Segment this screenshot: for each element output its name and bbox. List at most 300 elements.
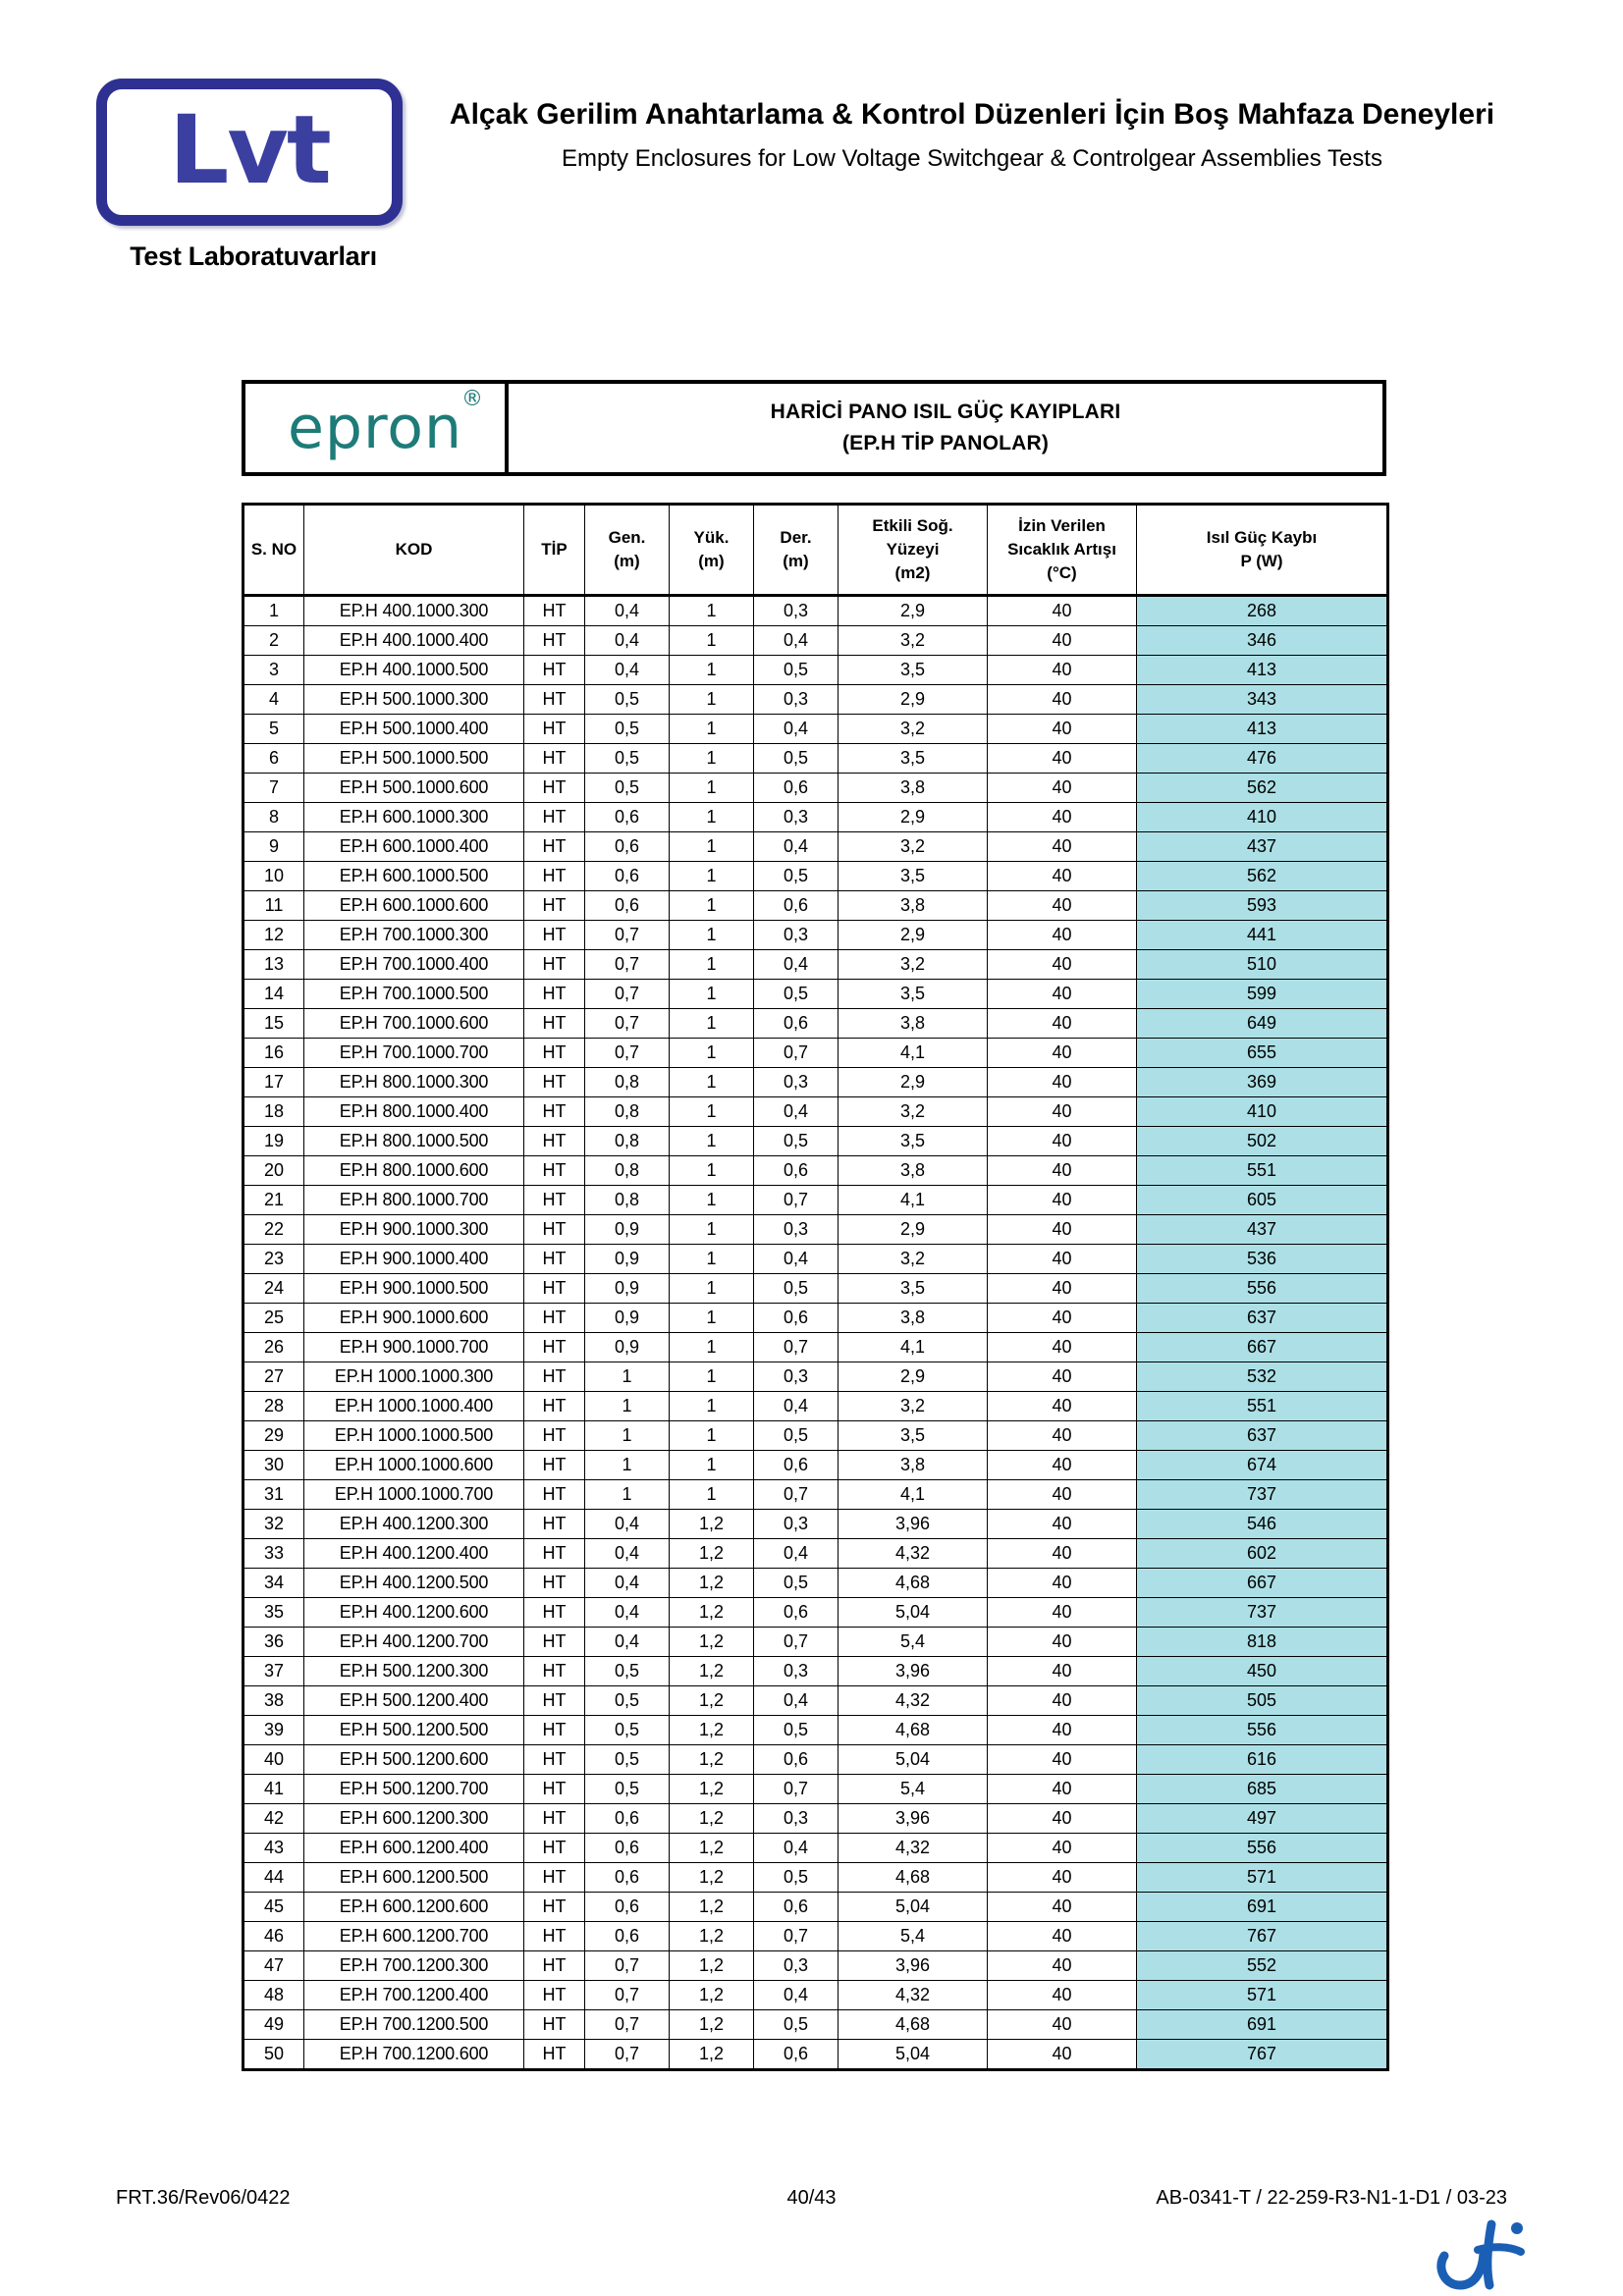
cell-yuk: 1,2 [670,1775,754,1804]
cell-tip: HT [524,1657,585,1686]
cell-soguma: 3,8 [839,774,988,803]
column-header-tip-label: TİP [541,540,568,559]
cell-yuk: 1 [670,596,754,626]
table-row [243,685,1388,715]
cell-kod: EP.H 600.1000.300 [304,803,524,832]
cell-gen: 0,4 [585,1539,670,1569]
table-row [243,950,1388,980]
cell-sicaklik: 40 [988,1039,1137,1068]
cell-gen: 0,6 [585,832,670,862]
page-title-turkish: Alçak Gerilim Anahtarlama & Kontrol Düzenleri İçin Boş Mahfaza Deneyleri [449,98,1495,131]
table-row [243,1716,1388,1745]
cell-tip: HT [524,980,585,1009]
column-header-derinlik-l1: Der. [780,528,812,547]
cell-gen: 0,7 [585,921,670,950]
cell-sicaklik: 40 [988,1421,1137,1451]
cell-gen: 0,4 [585,1510,670,1539]
cell-yuk: 1 [670,803,754,832]
cell-kod: EP.H 400.1000.500 [304,656,524,685]
cell-gen: 1 [585,1392,670,1421]
cell-sicaklik: 40 [988,1893,1137,1922]
cell-kod: EP.H 700.1200.400 [304,1981,524,2010]
cell-tip: HT [524,1480,585,1510]
cell-yuk: 1,2 [670,1893,754,1922]
cell-sicaklik: 40 [988,1127,1137,1156]
cell-p: 649 [1137,1009,1388,1039]
cell-gen: 0,5 [585,1686,670,1716]
cell-p: 655 [1137,1039,1388,1068]
cell-der: 0,3 [754,921,839,950]
column-header-temp-rise-l1: İzin Verilen [1018,516,1106,535]
cell-p: 556 [1137,1716,1388,1745]
cell-p: 667 [1137,1569,1388,1598]
cell-sno: 33 [243,1539,304,1569]
cell-soguma: 4,68 [839,1716,988,1745]
cell-yuk: 1,2 [670,1951,754,1981]
cell-sicaklik: 40 [988,803,1137,832]
cell-kod: EP.H 600.1000.400 [304,832,524,862]
cell-p: 685 [1137,1775,1388,1804]
cell-der: 0,4 [754,950,839,980]
cell-soguma: 4,68 [839,1569,988,1598]
cell-tip: HT [524,1775,585,1804]
cell-der: 0,3 [754,1657,839,1686]
cell-kod: EP.H 500.1000.500 [304,744,524,774]
cell-sno: 12 [243,921,304,950]
cell-yuk: 1 [670,832,754,862]
cell-kod: EP.H 900.1000.700 [304,1333,524,1362]
cell-sno: 41 [243,1775,304,1804]
cell-sno: 24 [243,1274,304,1304]
cell-sicaklik: 40 [988,1510,1137,1539]
cell-sicaklik: 40 [988,1922,1137,1951]
cell-tip: HT [524,1569,585,1598]
cell-sicaklik: 40 [988,950,1137,980]
cell-sicaklik: 40 [988,1716,1137,1745]
cell-kod: EP.H 1000.1000.300 [304,1362,524,1392]
table-row [243,1981,1388,2010]
cell-tip: HT [524,1863,585,1893]
cell-der: 0,4 [754,1834,839,1863]
cell-gen: 0,6 [585,891,670,921]
cell-p: 616 [1137,1745,1388,1775]
cell-tip: HT [524,1981,585,2010]
cell-der: 0,6 [754,1745,839,1775]
cell-p: 593 [1137,891,1388,921]
cell-soguma: 4,68 [839,2010,988,2040]
table-row [243,921,1388,950]
cell-tip: HT [524,1922,585,1951]
cell-tip: HT [524,1510,585,1539]
cell-gen: 0,7 [585,2010,670,2040]
cell-soguma: 3,5 [839,862,988,891]
cell-der: 0,3 [754,596,839,626]
cell-der: 0,7 [754,1333,839,1362]
epron-logo [287,387,485,462]
cell-tip: HT [524,715,585,744]
cell-sicaklik: 40 [988,862,1137,891]
cell-kod: EP.H 800.1000.600 [304,1156,524,1186]
cell-soguma: 3,96 [839,1804,988,1834]
cell-der: 0,3 [754,1362,839,1392]
cell-kod: EP.H 500.1000.300 [304,685,524,715]
cell-tip: HT [524,950,585,980]
cell-soguma: 3,96 [839,1657,988,1686]
cell-soguma: 3,5 [839,744,988,774]
cell-soguma: 4,32 [839,1686,988,1716]
table-row [243,1451,1388,1480]
cell-yuk: 1,2 [670,2040,754,2070]
table-row [243,1215,1388,1245]
cell-gen: 0,5 [585,1657,670,1686]
cell-gen: 0,6 [585,803,670,832]
cell-kod: EP.H 500.1200.700 [304,1775,524,1804]
cell-sno: 31 [243,1480,304,1510]
cell-yuk: 1,2 [670,1686,754,1716]
cell-soguma: 5,04 [839,1745,988,1775]
cell-der: 0,6 [754,2040,839,2070]
cell-tip: HT [524,1215,585,1245]
cell-yuk: 1 [670,1392,754,1421]
cell-yuk: 1,2 [670,1834,754,1863]
cell-gen: 1 [585,1451,670,1480]
cell-tip: HT [524,1097,585,1127]
cell-tip: HT [524,1274,585,1304]
column-header-temp-rise [988,505,1137,596]
cell-yuk: 1 [670,1039,754,1068]
cell-p: 667 [1137,1333,1388,1362]
cell-sicaklik: 40 [988,1951,1137,1981]
cell-tip: HT [524,1451,585,1480]
cell-soguma: 4,1 [839,1333,988,1362]
cell-gen: 0,9 [585,1274,670,1304]
cell-der: 0,7 [754,1480,839,1510]
cell-kod: EP.H 500.1200.400 [304,1686,524,1716]
cell-gen: 0,8 [585,1068,670,1097]
table-row [243,1539,1388,1569]
cell-gen: 0,6 [585,862,670,891]
cell-kod: EP.H 500.1200.600 [304,1745,524,1775]
cell-sicaklik: 40 [988,1215,1137,1245]
cell-der: 0,6 [754,1304,839,1333]
cell-tip: HT [524,1951,585,1981]
cell-p: 737 [1137,1480,1388,1510]
thermal-power-loss-table [242,503,1389,2071]
footer-page-number: 40/43 [786,2187,837,2209]
cell-soguma: 3,8 [839,1156,988,1186]
cell-sicaklik: 40 [988,626,1137,656]
cell-tip: HT [524,832,585,862]
cell-soguma: 3,5 [839,1274,988,1304]
cell-kod: EP.H 600.1200.700 [304,1922,524,1951]
cell-tip: HT [524,1333,585,1362]
cell-sicaklik: 40 [988,1333,1137,1362]
cell-sno: 29 [243,1421,304,1451]
cell-der: 0,5 [754,1863,839,1893]
thermal-power-loss-table-wrapper [242,503,1386,2071]
cell-der: 0,4 [754,1392,839,1421]
cell-gen: 0,8 [585,1097,670,1127]
cell-yuk: 1,2 [670,1922,754,1951]
cell-tip: HT [524,1745,585,1775]
table-row [243,1480,1388,1510]
cell-sno: 17 [243,1068,304,1097]
cell-gen: 0,5 [585,1775,670,1804]
cell-der: 0,3 [754,1215,839,1245]
column-header-yukseklik [670,505,754,596]
cell-kod: EP.H 1000.1000.500 [304,1421,524,1451]
cell-sno: 1 [243,596,304,626]
cell-sicaklik: 40 [988,1304,1137,1333]
table-row [243,2040,1388,2070]
cell-sicaklik: 40 [988,1775,1137,1804]
table-row [243,1068,1388,1097]
cell-sicaklik: 40 [988,921,1137,950]
cell-kod: EP.H 900.1000.600 [304,1304,524,1333]
cell-tip: HT [524,1304,585,1333]
cell-sno: 8 [243,803,304,832]
cell-sicaklik: 40 [988,1186,1137,1215]
cell-sno: 37 [243,1657,304,1686]
cell-kod: EP.H 400.1000.300 [304,596,524,626]
column-header-kod-label: KOD [395,540,433,559]
cell-soguma: 4,32 [839,1834,988,1863]
cell-soguma: 4,68 [839,1863,988,1893]
cell-yuk: 1,2 [670,1981,754,2010]
cell-gen: 1 [585,1421,670,1451]
cell-sicaklik: 40 [988,2010,1137,2040]
cell-p: 450 [1137,1657,1388,1686]
table-row [243,832,1388,862]
cell-p: 369 [1137,1068,1388,1097]
cell-tip: HT [524,626,585,656]
cell-kod: EP.H 900.1000.300 [304,1215,524,1245]
cell-yuk: 1 [670,891,754,921]
cell-gen: 0,9 [585,1333,670,1362]
table-row [243,1951,1388,1981]
cell-p: 410 [1137,1097,1388,1127]
cell-der: 0,3 [754,803,839,832]
cell-sno: 20 [243,1156,304,1186]
column-header-sno [243,505,304,596]
cell-kod: EP.H 600.1200.600 [304,1893,524,1922]
cell-gen: 0,9 [585,1215,670,1245]
cell-der: 0,7 [754,1186,839,1215]
table-row [243,715,1388,744]
cell-sicaklik: 40 [988,1068,1137,1097]
cell-kod: EP.H 700.1000.400 [304,950,524,980]
cell-sicaklik: 40 [988,1628,1137,1657]
column-header-genislik [585,505,670,596]
lvt-logo-badge [96,79,403,226]
cell-soguma: 2,9 [839,803,988,832]
cell-kod: EP.H 500.1000.400 [304,715,524,744]
cell-sno: 15 [243,1009,304,1039]
cell-gen: 0,9 [585,1245,670,1274]
table-row [243,1127,1388,1156]
cell-sicaklik: 40 [988,715,1137,744]
cell-tip: HT [524,1421,585,1451]
cell-der: 0,7 [754,1039,839,1068]
cell-soguma: 2,9 [839,1215,988,1245]
table-row [243,1922,1388,1951]
table-row [243,803,1388,832]
cell-sno: 19 [243,1127,304,1156]
cell-sicaklik: 40 [988,596,1137,626]
cell-yuk: 1 [670,1421,754,1451]
cell-sicaklik: 40 [988,1834,1137,1863]
cell-sicaklik: 40 [988,744,1137,774]
cell-kod: EP.H 700.1000.600 [304,1009,524,1039]
cell-der: 0,6 [754,1451,839,1480]
cell-yuk: 1,2 [670,1716,754,1745]
column-header-derinlik-l2: (m) [783,552,809,570]
table-row [243,2010,1388,2040]
cell-kod: EP.H 400.1200.400 [304,1539,524,1569]
cell-sno: 4 [243,685,304,715]
cell-soguma: 3,5 [839,656,988,685]
lvt-logo-wordmark: Lvt [169,95,330,205]
table-row [243,1775,1388,1804]
cell-yuk: 1 [670,1333,754,1362]
cell-p: 637 [1137,1304,1388,1333]
cell-soguma: 3,96 [839,1951,988,1981]
table-row [243,1893,1388,1922]
cell-p: 346 [1137,626,1388,656]
table-row [243,1333,1388,1362]
table-row [243,1274,1388,1304]
cell-gen: 0,5 [585,774,670,803]
cell-kod: EP.H 700.1200.600 [304,2040,524,2070]
cell-kod: EP.H 500.1200.500 [304,1716,524,1745]
cell-sno: 22 [243,1215,304,1245]
cell-sicaklik: 40 [988,891,1137,921]
cell-p: 818 [1137,1628,1388,1657]
cell-p: 413 [1137,656,1388,685]
cell-kod: EP.H 800.1000.300 [304,1068,524,1097]
cell-der: 0,6 [754,1009,839,1039]
cell-der: 0,5 [754,1716,839,1745]
cell-yuk: 1,2 [670,1745,754,1775]
cell-sno: 36 [243,1628,304,1657]
cell-p: 510 [1137,950,1388,980]
cell-yuk: 1,2 [670,1657,754,1686]
column-header-cooling-surface-l2: Yüzeyi [886,540,940,559]
cell-sicaklik: 40 [988,1245,1137,1274]
cell-p: 546 [1137,1510,1388,1539]
cell-der: 0,5 [754,1274,839,1304]
column-header-cooling-surface-l1: Etkili Soğ. [872,516,953,535]
cell-yuk: 1 [670,715,754,744]
table-row [243,656,1388,685]
cell-yuk: 1 [670,1156,754,1186]
cell-gen: 0,8 [585,1186,670,1215]
cell-p: 497 [1137,1804,1388,1834]
cell-gen: 0,5 [585,685,670,715]
cell-yuk: 1 [670,950,754,980]
cell-soguma: 2,9 [839,1362,988,1392]
cell-der: 0,4 [754,1981,839,2010]
cell-soguma: 2,9 [839,596,988,626]
table-row [243,1628,1388,1657]
cell-gen: 0,7 [585,1951,670,1981]
cell-der: 0,4 [754,832,839,862]
cell-soguma: 3,2 [839,1392,988,1421]
cell-tip: HT [524,1362,585,1392]
cell-p: 556 [1137,1834,1388,1863]
cell-kod: EP.H 600.1200.500 [304,1863,524,1893]
table-row [243,891,1388,921]
cell-sicaklik: 40 [988,2040,1137,2070]
registered-trademark-icon: ® [461,387,485,411]
cell-sno: 27 [243,1362,304,1392]
cell-gen: 0,7 [585,1981,670,2010]
cell-kod: EP.H 600.1200.300 [304,1804,524,1834]
cell-sno: 49 [243,2010,304,2040]
cell-p: 410 [1137,803,1388,832]
cell-sicaklik: 40 [988,980,1137,1009]
cell-yuk: 1,2 [670,1804,754,1834]
cell-soguma: 4,32 [839,1981,988,2010]
table-row [243,1745,1388,1775]
cell-kod: EP.H 1000.1000.700 [304,1480,524,1510]
cell-yuk: 1 [670,774,754,803]
cell-kod: EP.H 400.1200.300 [304,1510,524,1539]
cell-tip: HT [524,774,585,803]
cell-tip: HT [524,1245,585,1274]
column-header-power-loss-l1: Isıl Güç Kaybı [1206,528,1318,547]
cell-soguma: 3,5 [839,1421,988,1451]
cell-yuk: 1 [670,626,754,656]
cell-tip: HT [524,1598,585,1628]
table-row [243,1686,1388,1716]
cell-p: 562 [1137,774,1388,803]
cell-kod: EP.H 700.1200.300 [304,1951,524,1981]
cell-yuk: 1,2 [670,1569,754,1598]
cell-sno: 39 [243,1716,304,1745]
cell-kod: EP.H 800.1000.500 [304,1127,524,1156]
page-title-english: Empty Enclosures for Low Voltage Switchgear & Controlgear Assemblies Tests [562,145,1382,172]
column-header-genislik-l1: Gen. [608,528,646,547]
table-row [243,1392,1388,1421]
cell-yuk: 1 [670,1304,754,1333]
column-header-temp-rise-l2: Sıcaklık Artışı [1007,540,1116,559]
cell-p: 674 [1137,1451,1388,1480]
cell-sno: 48 [243,1981,304,2010]
cell-tip: HT [524,1009,585,1039]
footer-form-code: FRT.36/Rev06/0422 [116,2187,291,2209]
table-row [243,1421,1388,1451]
cell-gen: 0,4 [585,626,670,656]
cell-der: 0,4 [754,1686,839,1716]
cell-sno: 47 [243,1951,304,1981]
table-row [243,1657,1388,1686]
cell-tip: HT [524,1893,585,1922]
cell-soguma: 5,4 [839,1775,988,1804]
cell-sicaklik: 40 [988,656,1137,685]
cell-kod: EP.H 700.1000.300 [304,921,524,950]
cell-tip: HT [524,1156,585,1186]
cell-p: 737 [1137,1598,1388,1628]
cell-sno: 14 [243,980,304,1009]
cell-tip: HT [524,2040,585,2070]
cell-p: 343 [1137,685,1388,715]
cell-p: 502 [1137,1127,1388,1156]
cell-kod: EP.H 600.1200.400 [304,1834,524,1863]
table-row [243,596,1388,626]
cell-tip: HT [524,1716,585,1745]
cell-gen: 0,5 [585,715,670,744]
